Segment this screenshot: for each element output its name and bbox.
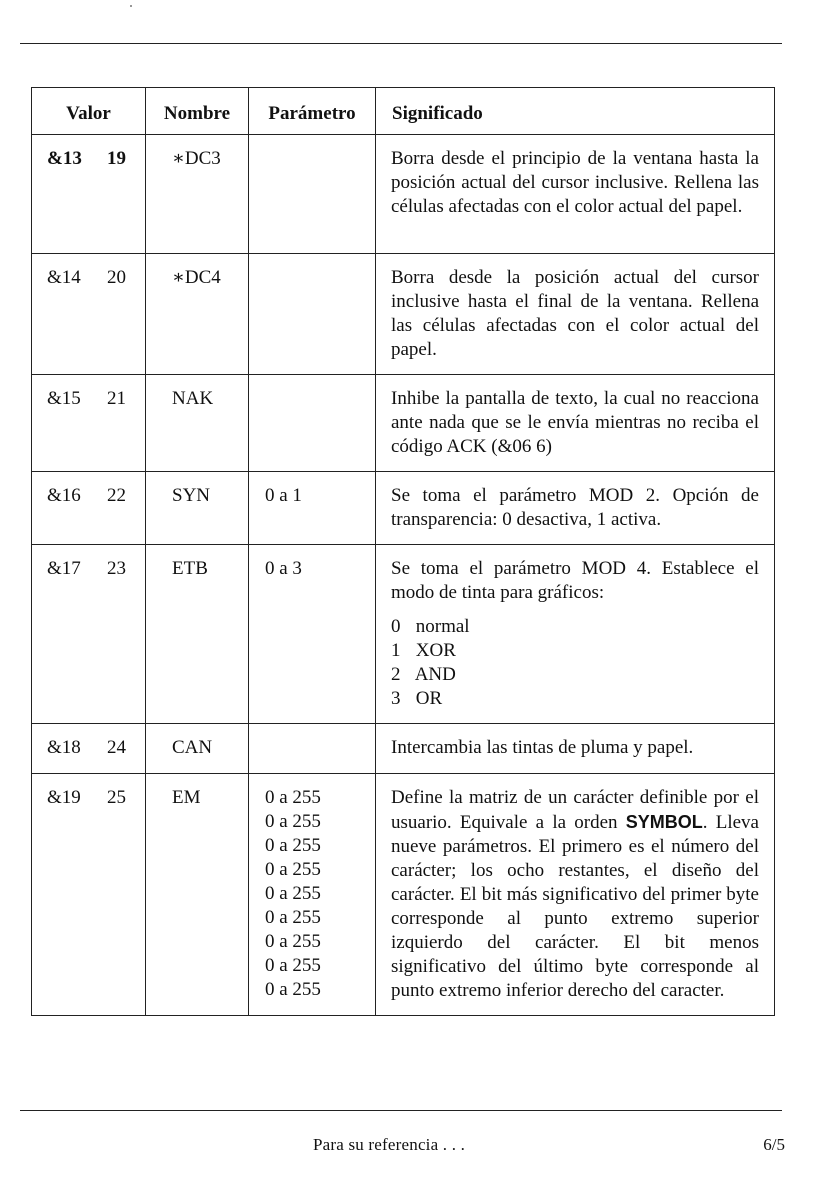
footer-caption: Para su referencia . . . [313, 1135, 466, 1154]
nombre-cell: ETB [146, 545, 249, 724]
parametro-cell: 0 a 3 [249, 545, 376, 724]
symbol-command: SYMBOL [625, 812, 703, 832]
parametro-item: 0 a 255 [265, 787, 321, 808]
significado-cell: Borra desde la posición actual del cursor inclusive hasta el final de la ventana. Rellena las células afectadas con el color actual del papel. [376, 254, 775, 375]
significado-text-pre: Define la matriz de un carácter definible por el usuario. Equivale a la orden [391, 787, 759, 833]
nombre-cell: ∗DC4 [146, 254, 249, 375]
hex-value: &18 [47, 737, 81, 758]
valor-cell [32, 254, 146, 375]
dec-value: 24 [107, 737, 126, 758]
significado-cell [376, 774, 775, 1016]
dec-value: 22 [107, 485, 126, 506]
top-rule [20, 43, 782, 44]
parametro-item: 0 a 255 [265, 883, 321, 904]
parametro-item: 0 a 255 [265, 811, 321, 832]
table-header-row [32, 88, 775, 135]
hex-value: &17 [47, 558, 81, 579]
parametro-cell: 0 a 1 [249, 472, 376, 545]
significado-text: Se toma el parámetro MOD 4. Establece el modo de tinta para gráficos: [391, 558, 759, 603]
header-valor: Valor [32, 88, 146, 135]
dec-value: 20 [107, 267, 126, 288]
table-row [32, 774, 775, 1016]
nombre-cell: SYN [146, 472, 249, 545]
hex-value: &16 [47, 485, 81, 506]
speck [130, 5, 132, 7]
valor-cell [32, 472, 146, 545]
dec-value: 25 [107, 787, 126, 808]
bottom-rule [20, 1110, 782, 1111]
table-row [32, 545, 775, 724]
significado-cell [376, 545, 775, 724]
hex-value: &14 [47, 267, 81, 288]
list-item: 2 AND [391, 664, 456, 685]
dec-value: 21 [107, 388, 126, 409]
parametro-list [265, 786, 375, 1002]
table-row [32, 472, 775, 545]
parametro-cell [249, 254, 376, 375]
table-row [32, 254, 775, 375]
dec-value: 19 [107, 148, 126, 169]
significado-cell: Borra desde el principio de la ventana hasta la posición actual del cursor inclusive. Rellena las células afectadas con el color actual del papel. [376, 135, 775, 254]
header-parametro: Parámetro [249, 88, 376, 135]
parametro-cell [249, 135, 376, 254]
significado-cell: Intercambia las tintas de pluma y papel. [376, 724, 775, 774]
valor-cell [32, 724, 146, 774]
parametro-item: 0 a 255 [265, 835, 321, 856]
parametro-cell [249, 724, 376, 774]
parametro-item: 0 a 255 [265, 931, 321, 952]
control-codes-table [31, 87, 775, 1016]
valor-cell [32, 545, 146, 724]
valor-cell [32, 135, 146, 254]
parametro-item: 0 a 255 [265, 907, 321, 928]
nombre-cell: EM [146, 774, 249, 1016]
nombre-cell: NAK [146, 375, 249, 472]
header-significado: Significado [376, 88, 775, 135]
parametro-cell [249, 375, 376, 472]
table-row [32, 135, 775, 254]
significado-cell: Inhibe la pantalla de texto, la cual no reacciona ante nada que se le envía mientras no reciba el código ACK (&06 6) [376, 375, 775, 472]
valor-cell [32, 774, 146, 1016]
significado-text-post: . Lleva nueve parámetros. El primero es el número del carácter; los ocho restantes, el diseño del carácter. El bit más significativo del primer byte corresponde al punto extremo superior izquierdo del carácter. El bit menos significativo del último byte corresponde al punto extremo inferior derecho del caracter. [391, 812, 759, 1001]
parametro-item: 0 a 255 [265, 979, 321, 1000]
ink-mode-list [391, 615, 759, 711]
hex-value: &15 [47, 388, 81, 409]
list-item: 3 OR [391, 688, 443, 709]
header-nombre: Nombre [146, 88, 249, 135]
list-item: 0 normal [391, 616, 470, 637]
page-number: 6/5 [763, 1135, 785, 1154]
valor-cell [32, 375, 146, 472]
parametro-cell [249, 774, 376, 1016]
table-row [32, 724, 775, 774]
parametro-item: 0 a 255 [265, 955, 321, 976]
hex-value: &13 [47, 148, 82, 169]
parametro-item: 0 a 255 [265, 859, 321, 880]
nombre-cell: ∗DC3 [146, 135, 249, 254]
dec-value: 23 [107, 558, 126, 579]
hex-value: &19 [47, 787, 81, 808]
table-row [32, 375, 775, 472]
list-item: 1 XOR [391, 640, 456, 661]
significado-cell: Se toma el parámetro MOD 2. Opción de transparencia: 0 desactiva, 1 activa. [376, 472, 775, 545]
nombre-cell: CAN [146, 724, 249, 774]
